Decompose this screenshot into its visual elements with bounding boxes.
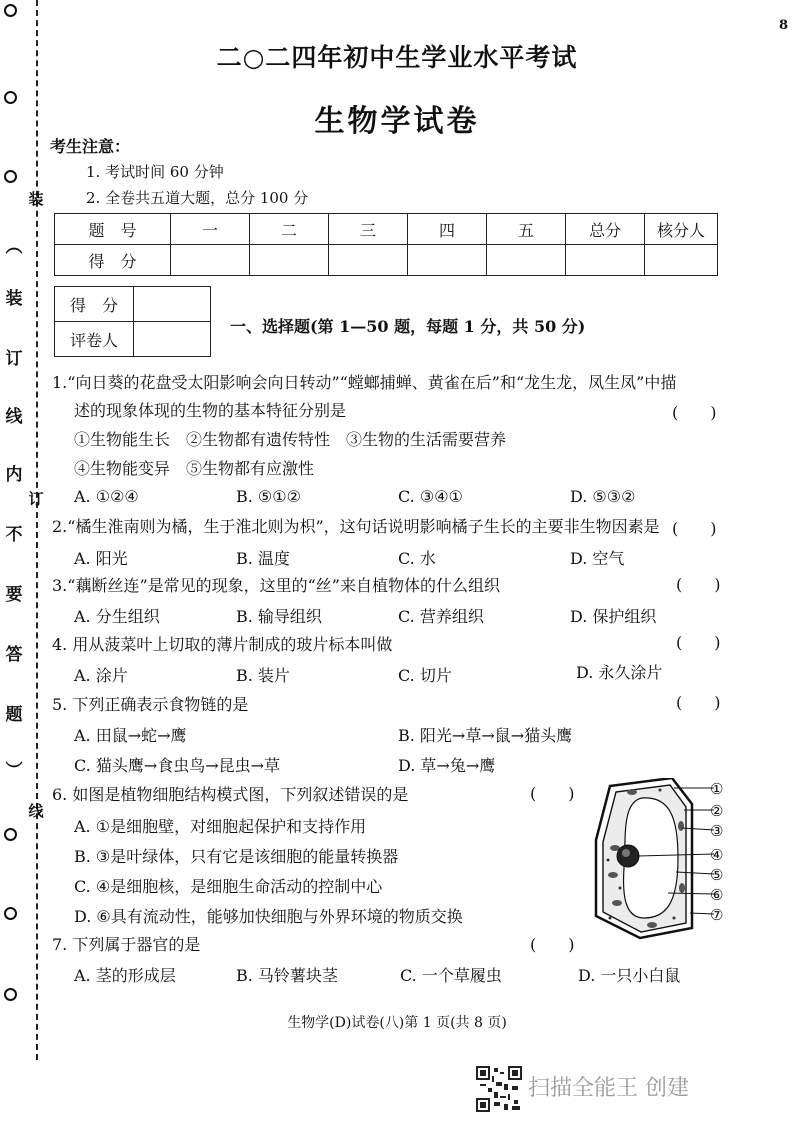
score-table-cell: 四 [408,214,487,245]
diagram-label: ⑥ [710,886,724,904]
option-c: C. 水 [398,549,436,568]
option-b: B. 装片 [236,666,290,685]
binding-text-char: 装 [5,289,23,309]
binding-text-char: 内 [5,465,23,485]
question-statement: ④生物能变异 ⑤生物都有应激性 [74,459,315,478]
exam-title: 二○二四年初中生学业水平考试 [216,43,578,72]
binding-paren-open: ︵ [5,237,23,257]
score-table-score-row [55,245,718,276]
diagram-label: ⑦ [710,906,724,924]
chloroplast [678,821,684,831]
binding-dashed-line [36,0,38,1060]
grader-box [54,286,211,357]
grader-name-entry[interactable] [134,322,211,357]
option-d: D. ⑤③② [570,487,636,506]
score-table-header-row [55,214,718,245]
binding-text-char: 订 [5,349,23,369]
option-a: A. 阳光 [74,549,128,568]
score-table-cell: 得 分 [55,245,171,276]
answer-paren[interactable]: ( ) [676,633,721,652]
question-statement: ①生物能生长 ②生物都有遗传特性 ③生物的生活需要营养 [74,430,507,449]
chloroplast [679,883,685,893]
chloroplast [647,922,657,928]
diagram-label: ③ [710,822,724,840]
grader-score-label: 得 分 [55,287,134,322]
section-heading: 一、选择题(第 1—50 题，每题 1 分，共 50 分) [230,317,586,336]
notice-item: 1. 考试时间 60 分钟 [86,163,224,181]
binding-paren-close: ︶ [5,761,23,781]
option-c: C. ④是细胞核，是细胞生命活动的控制中心 [74,877,383,896]
binding-text-char: 答 [5,645,23,665]
score-table-cell: 题 号 [55,214,171,245]
option-b: B. 输导组织 [236,607,322,626]
question-stem: 6. 如图是植物细胞结构模式图，下列叙述错误的是 [52,785,409,804]
option-b: B. ③是叶绿体，只有它是该细胞的能量转换器 [74,847,399,866]
option-c: C. 营养组织 [398,607,484,626]
score-table-cell: 五 [487,214,566,245]
question-stem: 1.“向日葵的花盘受太阳影响会向日转动”“螳螂捕蝉、黄雀在后”和“龙生龙，凤生凤”中描 [52,373,677,392]
answer-paren[interactable]: ( ) [676,575,721,594]
grader-score-entry[interactable] [134,287,211,322]
scanner-watermark: 扫描全能王 创建 [528,1076,689,1101]
score-entry-cell[interactable] [250,245,329,276]
binding-hole [4,828,17,841]
option-a: A. ①②④ [74,487,139,506]
option-c: C. ③④① [398,487,463,506]
option-d: D. 一只小白鼠 [578,966,681,985]
binding-hole [4,907,17,920]
question-stem: 3.“藕断丝连”是常见的现象，这里的“丝”来自植物体的什么组织 [52,576,500,595]
chloroplast [627,789,637,795]
option-a: A. 涂片 [74,666,128,685]
score-entry-cell[interactable] [487,245,566,276]
option-b: B. 阳光→草→鼠→猫头鹰 [398,726,573,745]
score-entry-cell[interactable] [171,245,250,276]
binding-inner-char: 装 [28,190,44,208]
option-b: B. 马铃薯块茎 [236,966,338,985]
binding-hole [4,988,17,1001]
score-entry-cell[interactable] [408,245,487,276]
diagram-label: ④ [710,846,724,864]
score-entry-cell[interactable] [645,245,718,276]
diagram-label: ① [710,780,724,798]
answer-paren[interactable]: ( ) [530,784,575,803]
diagram-label: ⑤ [710,866,724,884]
option-d: D. 保护组织 [570,607,657,626]
diagram-label: ② [710,802,724,820]
score-entry-cell[interactable] [329,245,408,276]
score-entry-cell[interactable] [566,245,645,276]
option-b: B. ⑤①② [236,487,301,506]
score-table-cell: 一 [171,214,250,245]
nucleolus [622,849,630,857]
option-a: A. 分生组织 [74,607,160,626]
exam-subtitle: 生物学试卷 [314,104,480,139]
grader-name-label: 评卷人 [55,322,134,357]
answer-paren[interactable]: ( ) [672,403,717,422]
binding-hole [4,4,17,17]
binding-hole [4,170,17,183]
score-table-cell: 二 [250,214,329,245]
option-b: B. 温度 [236,549,290,568]
binding-text-char: 不 [5,525,23,545]
score-table-cell: 三 [329,214,408,245]
option-c: C. 一个草履虫 [400,966,502,985]
binding-text-char: 要 [5,585,23,605]
chloroplast [608,872,618,878]
question-stem: 5. 下列正确表示食物链的是 [52,695,249,714]
score-table-cell: 核分人 [645,214,718,245]
page-footer: 生物学(D)试卷(八)第 1 页(共 8 页) [287,1015,507,1031]
question-stem: 述的现象体现的生物的基本特征分别是 [74,401,347,420]
binding-inner-char: 订 [28,490,44,508]
notice-item: 2. 全卷共五道大题，总分 100 分 [86,189,309,207]
answer-paren[interactable]: ( ) [672,519,717,538]
qr-code-icon [476,1066,522,1112]
notice-title: 考生注意： [50,137,131,156]
answer-paren[interactable]: ( ) [530,935,575,954]
binding-text-char: 题 [5,705,23,725]
answer-paren[interactable]: ( ) [676,693,721,712]
option-d: D. 草→兔→鹰 [398,756,496,775]
option-a: A. 茎的形成层 [74,966,176,985]
option-d: D. 空气 [570,549,625,568]
score-table [54,213,718,276]
question-stem: 4. 用从菠菜叶上切取的薄片制成的玻片标本叫做 [52,635,393,654]
question-stem: 2.“橘生淮南则为橘，生于淮北则为枳”，这句话说明影响橘子生长的主要非生物因素是 [52,517,660,536]
option-d: D. ⑥具有流动性，能够加快细胞与外界环境的物质交换 [74,907,463,926]
option-c: C. 切片 [398,666,452,685]
question-stem: 7. 下列属于器官的是 [52,935,201,954]
option-d: D. 永久涂片 [576,663,663,682]
binding-text-char: 线 [5,407,23,427]
option-a: A. ①是细胞壁，对细胞起保护和支持作用 [74,817,367,836]
option-a: A. 田鼠→蛇→鹰 [74,726,187,745]
chloroplast [612,900,622,906]
binding-inner-char: 线 [28,802,44,820]
page-marker: 8 [778,18,788,33]
option-c: C. 猫头鹰→食虫鸟→昆虫→草 [74,756,281,775]
score-table-cell: 总分 [566,214,645,245]
